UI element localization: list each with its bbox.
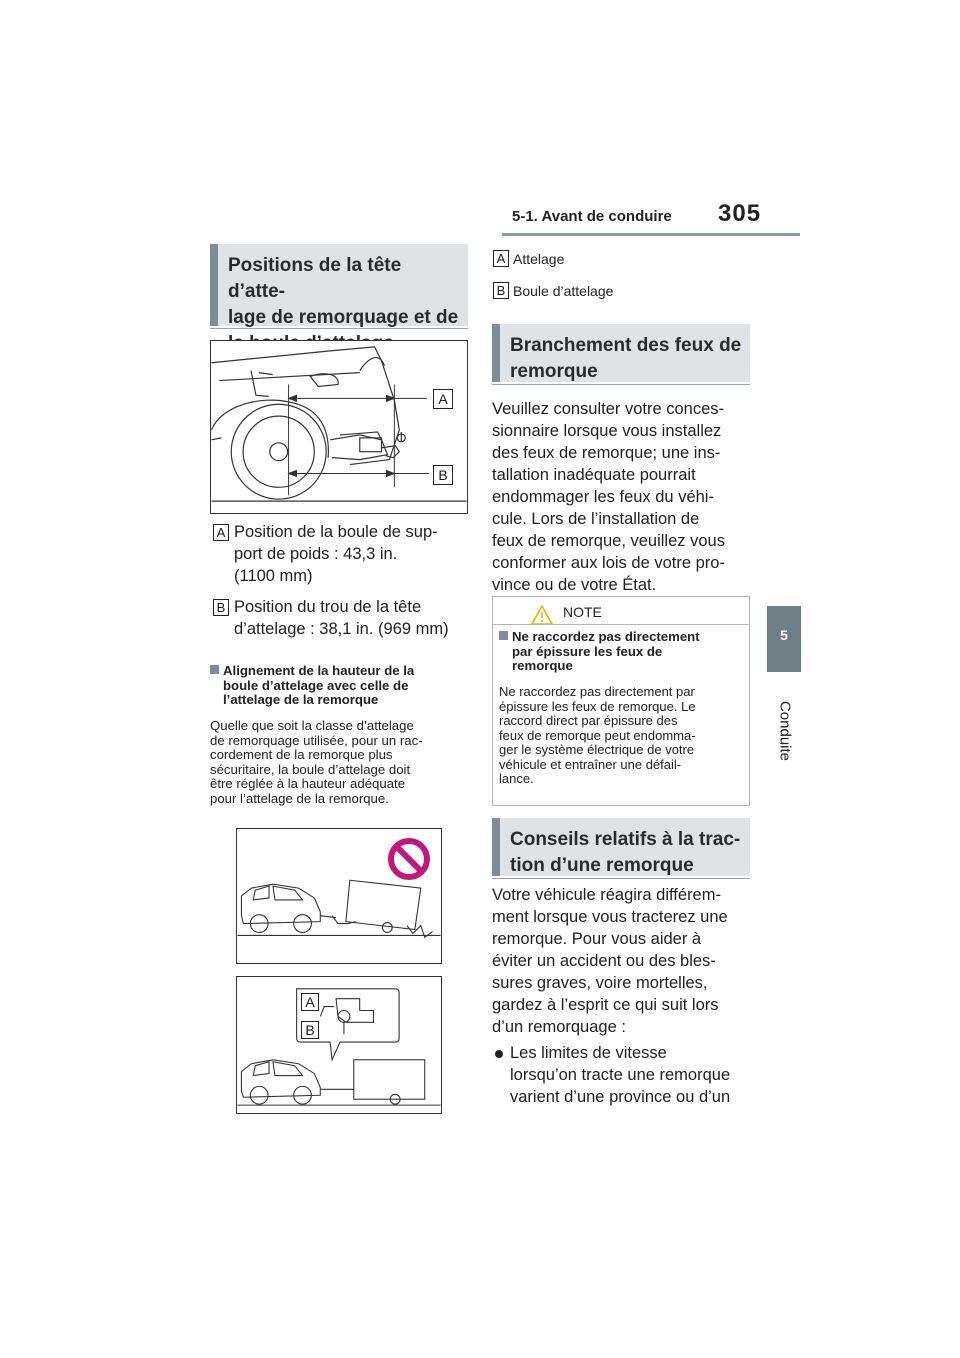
text-line: Quelle que soit la classe d’attelage [210,718,414,733]
text-line: cordement de la remorque plus [210,747,393,762]
legend-marker-b: B [493,282,509,299]
square-bullet-icon [210,665,219,674]
note-divider [493,624,749,625]
body-towing-tips [492,884,754,1038]
text-line: raccord direct par épissure des [499,713,678,728]
text-line: cule. Lors de l’installation de [492,510,700,528]
chapter-number: 5 [780,627,788,643]
text-line: endommager les feux du véhi- [492,488,714,506]
bullet-speed-limits [510,1042,760,1108]
text-line: pour l’attelage de la remorque. [210,790,389,806]
heading-trailer-lights [492,324,750,382]
text-line: l’attelage de la remorque [223,692,379,707]
item-b-text [234,596,474,640]
text-line: tallation inadéquate pourrait [492,466,696,484]
correct-hitch-diagram [237,977,441,1113]
text-line: éviter un accident ou des bles- [492,952,716,970]
text-line: épissure les feux de remorque. Le [499,698,696,714]
text-line: des feux de remorque; une ins- [492,444,721,462]
heading-line: lage de remorquage et de [228,307,459,328]
heading-line: Conseils relatifs à la trac- [510,829,741,850]
fig3-label-b: B [301,1021,319,1039]
text-line: remorque [512,658,573,673]
text-line: Ne raccordez pas directement par [499,684,695,699]
text-line: d’un remorquage : [492,1018,626,1036]
text-line: feux de remorque, veuillez vous [492,532,725,550]
note-sub-heading [499,630,747,674]
text-line: être réglée à la hauteur adéquate [210,776,406,791]
heading-towing-tips [492,818,750,876]
text-line: d’attelage : 38,1 in. (969 mm) [234,620,449,638]
figure-correct-hitch [236,976,442,1114]
sub-body-alignment [210,719,478,806]
note-box [492,596,750,806]
chapter-label: Conduite [776,700,794,762]
text-line: vince ou de votre État. [492,576,657,594]
text-line: sionnaire lorsque vous installez [492,422,722,440]
figure-incorrect-hitch [236,828,442,964]
text-line: Position du trou de la tête [234,598,422,616]
text-line: (1100 mm) [234,567,313,585]
text-line: sécuritaire, la boule d’attelage doit [210,761,411,777]
text-line: par épissure les feux de [512,643,663,659]
hitch-diagram [211,341,467,513]
text-line: véhicule et entraîner une défail- [499,756,682,772]
body-trailer-lights [492,398,754,596]
item-a-marker: A [213,524,229,541]
fig1-label-a: A [433,389,453,409]
text-line: varient d’une province ou d’un [510,1088,731,1106]
text-line: Les limites de vitesse [510,1044,667,1062]
header-rule [502,233,800,236]
text-line: ment lorsque vous tracterez une [492,908,728,926]
heading-line: Branchement des feux de [510,335,742,356]
prohibited-icon [387,837,431,881]
legend-text-a: Attelage [513,251,565,267]
chapter-label-wrap [770,686,800,776]
item-b-marker: B [213,599,229,616]
text-line: Veuillez consulter votre conces- [492,400,725,418]
text-line: lance. [499,771,534,786]
page-number: 305 [718,200,762,227]
text-line: conformer aux lois de votre pro- [492,554,725,572]
section-title: 5-1. Avant de conduire [512,208,672,225]
legend-text-b: Boule d’attelage [513,283,614,299]
text-line: port de poids : 43,3 in. [234,545,398,563]
legend-marker-a: A [493,250,509,267]
item-a-text [234,521,474,587]
fig3-label-a: A [301,993,319,1011]
square-bullet-icon [499,631,508,640]
sub-heading-alignment [210,664,472,708]
heading-line: Positions de la tête d’atte- [228,255,402,302]
text-line: Ne raccordez pas directement [512,629,700,644]
text-line: sures graves, voire mortelles, [492,974,708,992]
warning-triangle-icon [531,605,553,625]
text-line: gardez à l’esprit ce qui suit lors [492,996,719,1014]
text-line: boule d’attelage avec celle de [223,677,409,693]
heading-line: remorque [510,361,598,382]
text-line: de remorquage utilisée, pour un rac- [210,732,423,748]
text-line: Votre véhicule réagira différem- [492,886,721,904]
text-line: Position de la boule de sup- [234,523,438,541]
fig1-label-b: B [433,465,453,485]
figure-hitch-positions [210,340,468,514]
text-line: ger le système électrique de votre [499,742,695,757]
text-line: remorque. Pour vous aider à [492,930,702,948]
text-line: Alignement de la hauteur de la [223,663,415,678]
note-title: NOTE [563,604,602,620]
text-line: lorsqu’on tracte une remorque [510,1066,731,1084]
heading-line: tion d’une remorque [510,855,694,876]
bullet-dot-icon [495,1050,503,1058]
text-line: feux de remorque peut endomma- [499,727,696,743]
heading-hitch-positions [210,244,468,326]
note-body [499,685,749,787]
